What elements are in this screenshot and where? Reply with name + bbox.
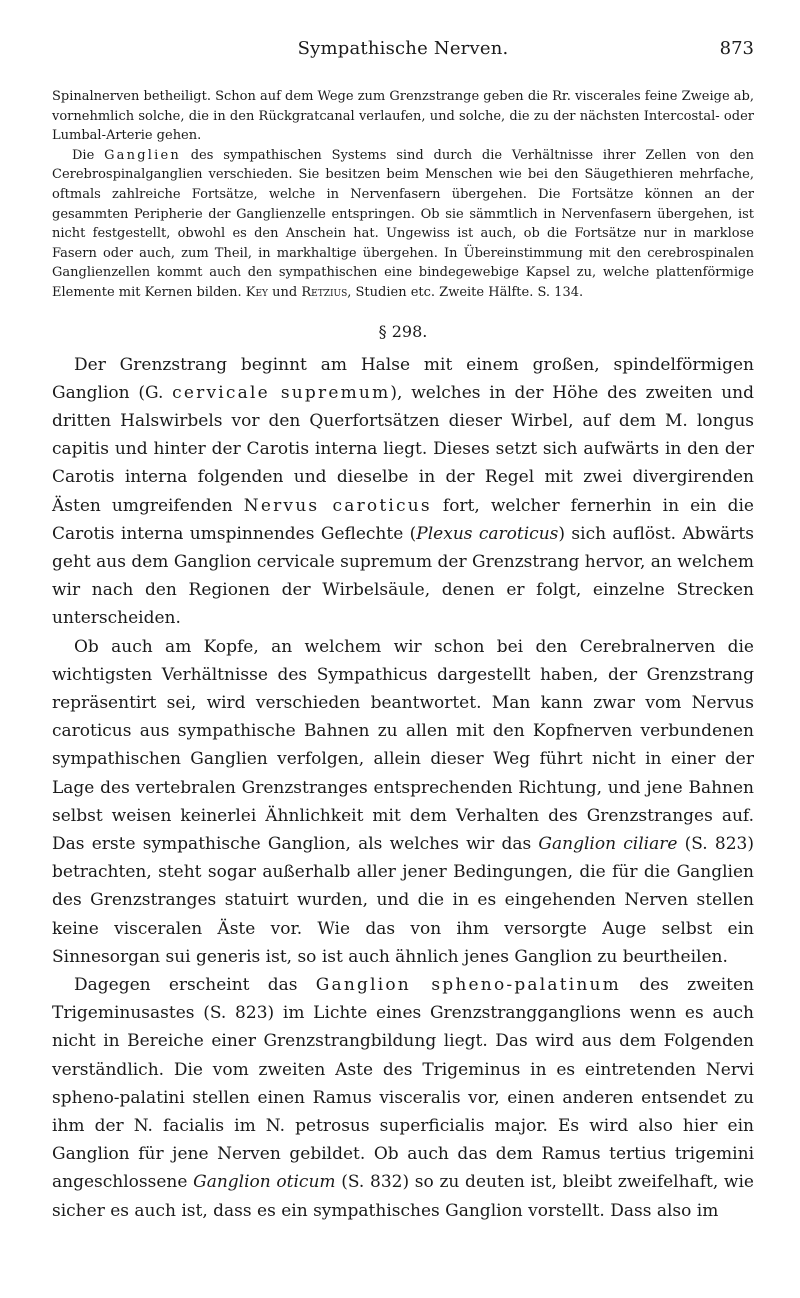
text-run: , Studien etc. Zweite Hälfte. S. 134.: [347, 284, 584, 300]
page-number: 873: [719, 38, 754, 59]
text-run: (S. 823) betrachten, steht sogar außerhalb aller jener Bedingungen, die für die Ganglien des Grenzstranges statuirt wurden, und die in es eingehenden Nerven stellen keine visceralen Äste vor. Wie das von ihm versorgte Auge selbst ein Sinnesorgan sui generis ist, so ist auch ähnlich jenes Ganglion zu beurtheilen.: [52, 833, 754, 967]
page-header: [52, 0, 754, 59]
section-heading: § 298.: [378, 321, 428, 341]
spaced-term: Ganglien: [104, 147, 181, 163]
small-paragraph-2: [52, 146, 754, 303]
small-paragraph-1: [52, 87, 754, 146]
italic-term: Ganglion ciliare: [538, 833, 678, 854]
text-run: fort, welcher fernerhin in ein die Carotis interna umspinnendes Geflechte (: [52, 495, 754, 544]
spaced-term: Nervus caroticus: [243, 495, 432, 516]
text-run: Der Grenzstrang beginnt am Halse mit einem großen, spindelförmigen Ganglion (G.: [52, 354, 754, 403]
running-title: Sympathische Nerven.: [297, 38, 509, 59]
text-run: des zweiten Trigeminusastes (S. 823) im Lichte eines Grenzstrangganglions wenn es auch nicht in Bereiche einer Grenzstrangbildung liegt. Das wird aus dem Folgenden verständlich. Die vom zweiten Aste des Trigeminus in es eintretenden Nervi spheno-palatini stellen einen Ramus visceralis vor, einen anderen entsendet zu ihm der N. facialis im N. petrosus superficialis major. Es wird also hier ein Ganglion für jene Nerven gebildet. Ob auch das dem Ramus tertius trigemini angeschlossene: [52, 975, 754, 1193]
book-page: [52, 0, 754, 1225]
spaced-term: cervicale supremum: [172, 382, 391, 403]
text-run: (S. 832) so zu deuten ist, bleibt zweifelhaft, wie sicher es auch ist, dass es ein sympathisches Ganglion vorstellt. Dass also im: [52, 1172, 754, 1221]
text-run: des sympathischen Systems sind durch die Verhältnisse ihrer Zellen von den Cerebrospinalganglien verschieden. Sie besitzen beim Menschen wie bei den Säugethieren mehrfache, oftmals zahlreiche Fortsätze, welche in Nervenfasern übergehen. Die Fortsätze können an der gesammten Peripherie der Ganglienzelle entspringen. Ob sie sämmtlich in Nervenfasern übergehen, ist nicht festgestellt, obwohl es den Anschein hat. Ungewiss ist auch, ob die Fortsätze nur in marklose Fasern oder auch, zum Theil, in markhaltige übergehen. In Übereinstimmung mit den cerebrospinalen Ganglienzellen kommt auch den sympathischen eine bindegewebige Kapsel zu, welche plattenförmige Elemente mit Kernen bilden.: [52, 147, 755, 300]
italic-term: Ganglion oticum: [193, 1172, 336, 1193]
main-paragraph-1: [52, 351, 754, 633]
text-run: Dagegen erscheint das: [74, 975, 316, 995]
text-run: Spinalnerven betheiligt. Schon auf dem Wege zum Grenzstrange geben die Rr. viscerales feine Zweige ab, vornehmlich solche, die in den Rückgratcanal verlaufen, und solche, die zu der nächsten Intercostal- oder Lumbal-Arterie gehen.: [52, 89, 754, 144]
spaced-term: Ganglion spheno-palatinum: [315, 975, 621, 995]
author-name: Retzius: [301, 284, 348, 300]
text-run: und: [268, 284, 302, 300]
main-paragraph-2: [52, 633, 754, 971]
author-name: Key: [245, 284, 268, 300]
text-run: ), welches in der Höhe des zweiten und dritten Halswirbels vor den Querfortsätzen dieser Wirbel, auf dem M. longus capitis und hinter der Carotis interna liegt. Dieses setzt sich aufwärts in den der Carotis interna folgenden und dieselbe in der Regel mit zwei divergirenden Ästen umgreifenden: [52, 382, 754, 516]
main-paragraph-3: [52, 971, 754, 1225]
italic-term: Plexus caroticus: [416, 523, 559, 544]
text-run: ) sich auflöst. Abwärts geht aus dem Ganglion cervicale supremum der Grenzstrang hervor, an welchem wir nach den Regionen der Wirbelsäule, denen er folgt, einzelne Strecken unterscheiden.: [52, 523, 754, 629]
text-run: Die: [72, 147, 105, 163]
small-print-passage: [52, 87, 754, 303]
text-run: Ob auch am Kopfe, an welchem wir schon bei den Cerebralnerven die wichtigsten Verhältnisse des Sympathicus dargestellt haben, der Grenzstrang repräsentirt sei, wird verschieden beantwortet. Man kann zwar vom Nervus caroticus aus sympathische Bahnen zu allen mit den Kopfnerven verbundenen sympathischen Ganglien verfolgen, allein dieser Weg führt nicht in einer der Lage des vertebralen Grenzstranges entsprechenden Richtung, und jene Bahnen selbst weisen keinerlei Ähnlichkeit mit dem Verhalten des Grenzstranges auf. Das erste sympathische Ganglion, als welches wir das: [52, 636, 754, 854]
main-text: [52, 351, 754, 1225]
